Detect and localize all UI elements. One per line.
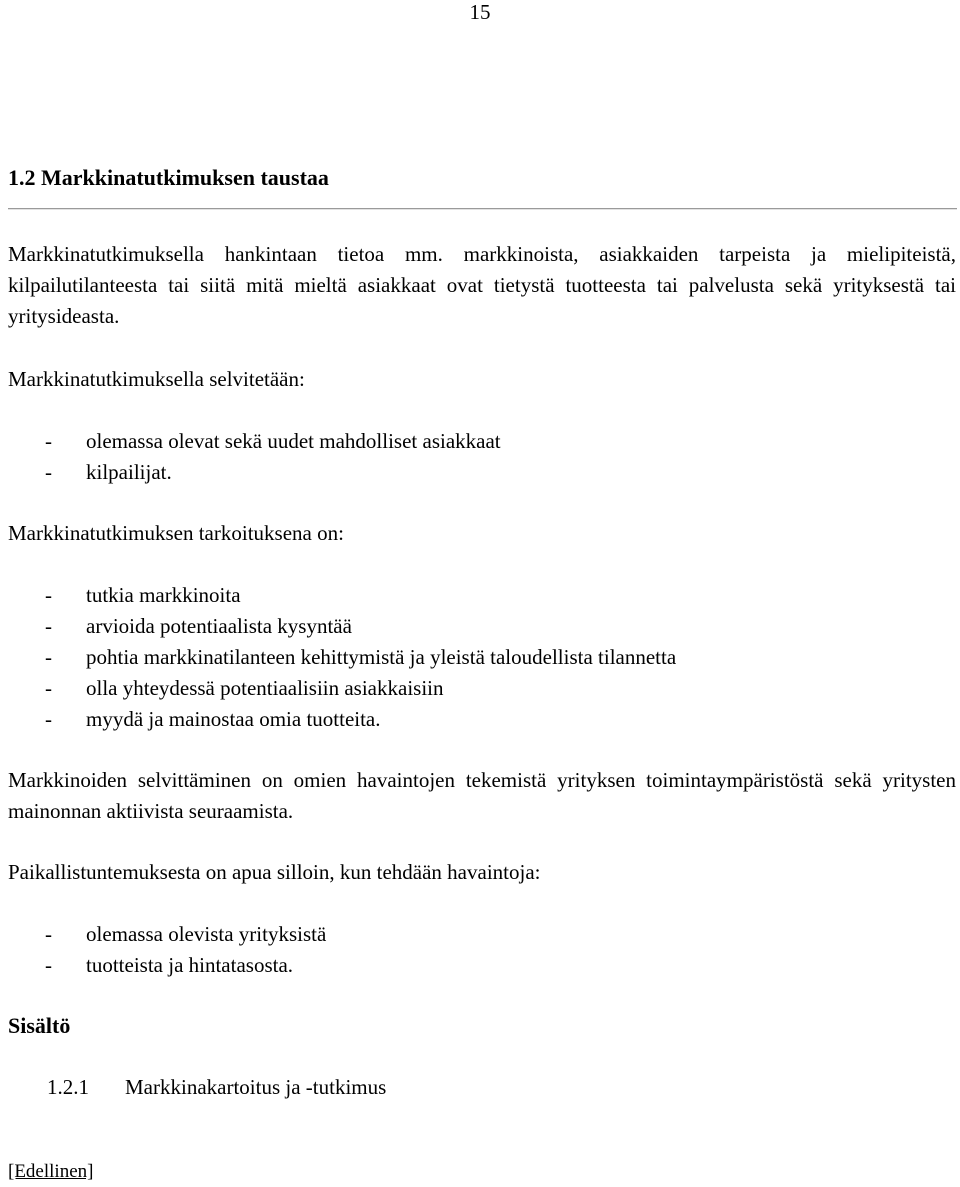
toc-title[interactable]: Markkinakartoitus ja -tutkimus	[125, 1075, 387, 1099]
bullet-dash: -	[45, 429, 52, 453]
list-item: - pohtia markkinatilanteen kehittymistä ja yleistä taloudellista tilannetta	[8, 642, 948, 673]
selvitetaan-lead: Markkinatutkimuksella selvitetään:	[8, 367, 305, 391]
bullet-dash: -	[45, 583, 52, 607]
list-item: - olla yhteydessä potentiaalisiin asiakkaisiin	[8, 673, 948, 704]
contents-heading: Sisältö	[8, 1013, 71, 1038]
horizontal-rule	[8, 208, 957, 210]
toc-number: 1.2.1	[47, 1075, 89, 1099]
bullet-dash: -	[45, 953, 52, 977]
intro-paragraph: Markkinatutkimuksella hankintaan tietoa mm. markkinoista, asiakkaiden tarpeista ja mielipiteistä, kilpailutilanteesta tai siitä mitä mieltä asiakkaat ovat tietystä tuotteesta tai palvelusta sekä yrityksestä tai yritysideasta.	[8, 242, 956, 328]
bullet-dash: -	[45, 614, 52, 638]
bullet-dash: -	[45, 707, 52, 731]
section-heading: 1.2 Markkinatutkimuksen taustaa	[8, 165, 329, 190]
selvittaminen-paragraph: Markkinoiden selvittäminen on omien havaintojen tekemistä yrityksen toimintaympäristöstä sekä yritysten mainonnan aktiivista seuraamista.	[8, 768, 956, 823]
list-item: - tuotteista ja hintatasosta.	[8, 950, 948, 981]
list-item: - tutkia markkinoita	[8, 580, 948, 611]
list-item: - olemassa olevat sekä uudet mahdolliset asiakkaat	[8, 426, 948, 457]
bullet-dash: -	[45, 645, 52, 669]
page-number: 15	[469, 0, 491, 24]
tarkoitus-lead: Markkinatutkimuksen tarkoituksena on:	[8, 521, 344, 545]
list-item: - olemassa olevista yrityksistä	[8, 919, 948, 950]
bullet-dash: -	[45, 676, 52, 700]
tarkoitus-list	[8, 580, 948, 735]
bullet-dash: -	[45, 460, 52, 484]
paikallistuntemus-lead: Paikallistuntemuksesta on apua silloin, kun tehdään havaintoja:	[8, 860, 541, 884]
previous-link[interactable]: [Edellinen]	[8, 1161, 94, 1182]
list-item: - kilpailijat.	[8, 457, 948, 488]
list-item: - arvioida potentiaalista kysyntää	[8, 611, 948, 642]
selvitetaan-list	[8, 426, 948, 488]
list-item: - myydä ja mainostaa omia tuotteita.	[8, 704, 948, 735]
toc-entry[interactable]	[47, 1072, 386, 1103]
paikallistuntemus-list	[8, 919, 948, 981]
bullet-dash: -	[45, 922, 52, 946]
